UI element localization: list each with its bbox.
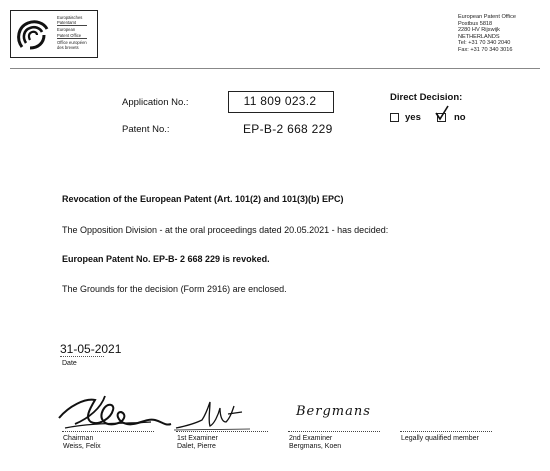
logo-line: Patent Office	[57, 33, 87, 39]
application-label: Application No.:	[122, 97, 189, 108]
signatory-role: Chairman	[63, 435, 94, 442]
yes-label: yes	[405, 112, 421, 123]
signatory-role: Legally qualified member	[401, 435, 479, 442]
logo-line: Office européen	[57, 39, 87, 45]
logo-line: Patentamt	[57, 20, 87, 26]
signature-line	[288, 431, 380, 432]
letterhead	[10, 10, 540, 69]
date-label: Date	[62, 360, 77, 367]
address-line: Postbus 5818	[457, 20, 493, 27]
epo-logo	[10, 10, 98, 58]
revocation-heading: Revocation of the European Patent (Art. 101(2) and 101(3)(b) EPC)	[62, 194, 344, 204]
address-line: 2280 HV Rijswijk	[457, 27, 500, 34]
patent-label: Patent No.:	[122, 124, 170, 135]
no-label: no	[454, 112, 466, 123]
logo-line: des brevets	[57, 45, 79, 51]
application-number: 11 809 023.2	[243, 94, 317, 108]
yes-checkbox[interactable]	[390, 113, 399, 122]
decision-date: 31-05-2021	[60, 342, 122, 356]
signature-line	[62, 431, 154, 432]
epo-logo-icon	[14, 17, 52, 53]
signatory-name: Bergmans, Koen	[289, 443, 342, 450]
signatory-name: Dalet, Pierre	[177, 443, 216, 450]
signatory-role: 2nd Examiner	[289, 435, 333, 442]
decision-line: European Patent No. EP-B- 2 668 229 is revoked.	[62, 254, 270, 264]
logo-line: Europäisches	[57, 15, 83, 20]
signature-line	[176, 431, 268, 432]
address-line: European Patent Office	[457, 14, 516, 20]
chairman-signature	[55, 388, 175, 436]
address-line: Fax: +31 70 340 3016	[457, 46, 513, 53]
address-line: Tel: +31 70 340 2040	[457, 40, 511, 47]
signatory-name: Weiss, Felix	[63, 443, 101, 450]
logo-text	[57, 15, 87, 50]
logo-line: European	[57, 27, 76, 33]
first-examiner-signature	[172, 398, 252, 434]
direct-decision-title: Direct Decision:	[390, 92, 463, 103]
grounds-line: The Grounds for the decision (Form 2916) are enclosed.	[62, 284, 287, 294]
patent-number: EP-B-2 668 229	[243, 122, 333, 136]
signatory-role: 1st Examiner	[177, 435, 218, 442]
check-mark-icon	[433, 104, 451, 122]
second-examiner-signature: Bergmans	[296, 404, 371, 419]
office-address	[458, 14, 516, 54]
proceedings-line: The Opposition Division - at the oral proceedings dated 20.05.2021 - has decided:	[62, 225, 389, 235]
date-underline	[60, 356, 104, 357]
address-line: NETHERLANDS	[457, 33, 500, 40]
signature-line	[400, 431, 492, 432]
